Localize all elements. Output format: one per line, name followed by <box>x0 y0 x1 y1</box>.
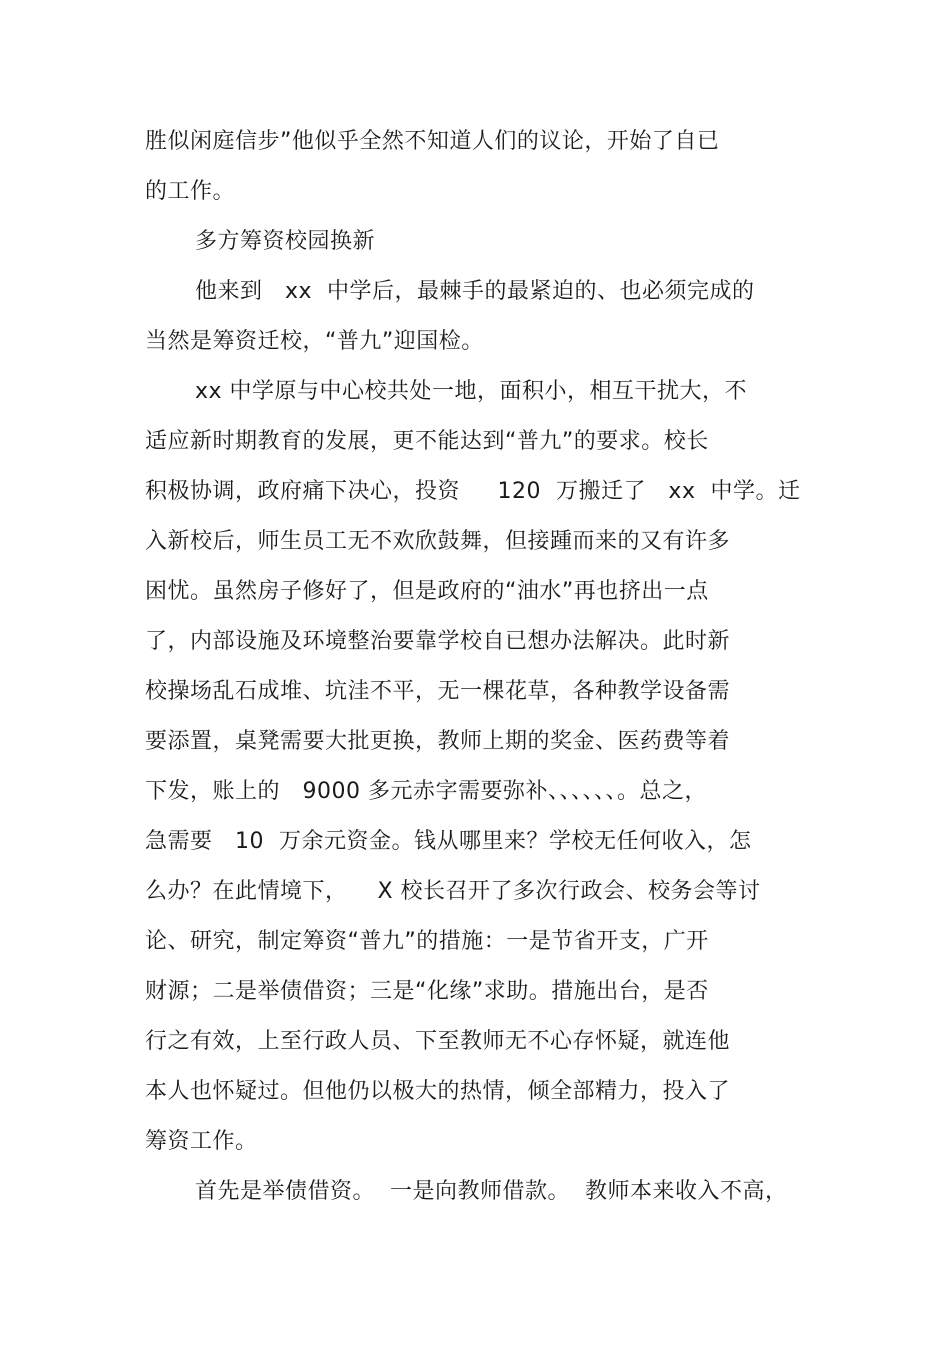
text-line: 急需要 10 万余元资金。钱从哪里来？学校无任何收入，怎 <box>145 829 752 854</box>
text-line: 胜似闲庭信步”他似乎全然不知道人们的议论，开始了自已 <box>145 129 720 154</box>
text-line: 要添置，桌凳需要大批更换，教师上期的奖金、医药费等着 <box>145 729 731 754</box>
text-line: 首先是举债借资。 一是向教师借款。 教师本来收入不高， <box>195 1179 788 1204</box>
text-line: 校操场乱石成堆、坑洼不平，无一棵花草，各种教学设备需 <box>145 679 731 704</box>
text-line: 困忧。虽然房子修好了，但是政府的“油水”再也挤出一点 <box>145 579 709 604</box>
text-line: 适应新时期教育的发展，更不能达到“普九”的要求。校长 <box>145 429 709 454</box>
text-line: xx 中学原与中心校共处一地，面积小，相互干扰大，不 <box>195 379 748 404</box>
text-line: 入新校后，师生员工无不欢欣鼓舞，但接踵而来的又有许多 <box>145 529 731 554</box>
text-line: 了，内部设施及环境整治要靠学校自已想办法解决。此时新 <box>145 629 731 654</box>
text-line: 当然是筹资迁校，“普九”迎国检。 <box>145 329 484 354</box>
text-line: 筹资工作。 <box>145 1129 258 1154</box>
text-line: 下发，账上的 9000 多元赤字需要弥补、、、、、、。总之， <box>145 779 707 804</box>
text-line: 么办？在此情境下， X 校长召开了多次行政会、校务会等讨 <box>145 879 761 904</box>
text-line: 积极协调，政府痛下决心，投资 120 万搬迁了 xx 中学。迁 <box>145 479 801 504</box>
text-line: 财源；二是举债借资；三是“化缘”求助。措施出台，是否 <box>145 979 709 1004</box>
text-line: 论、研究，制定筹资“普九”的措施：一是节省开支，广开 <box>145 929 709 954</box>
section-heading: 多方筹资校园换新 <box>195 229 376 254</box>
text-line: 本人也怀疑过。但他仍以极大的热情，倾全部精力，投入了 <box>145 1079 731 1104</box>
text-line: 他来到 xx 中学后，最棘手的最紧迫的、也必须完成的 <box>195 279 755 304</box>
text-line: 的工作。 <box>145 179 236 204</box>
text-line: 行之有效，上至行政人员、下至教师无不心存怀疑，就连他 <box>145 1029 731 1054</box>
